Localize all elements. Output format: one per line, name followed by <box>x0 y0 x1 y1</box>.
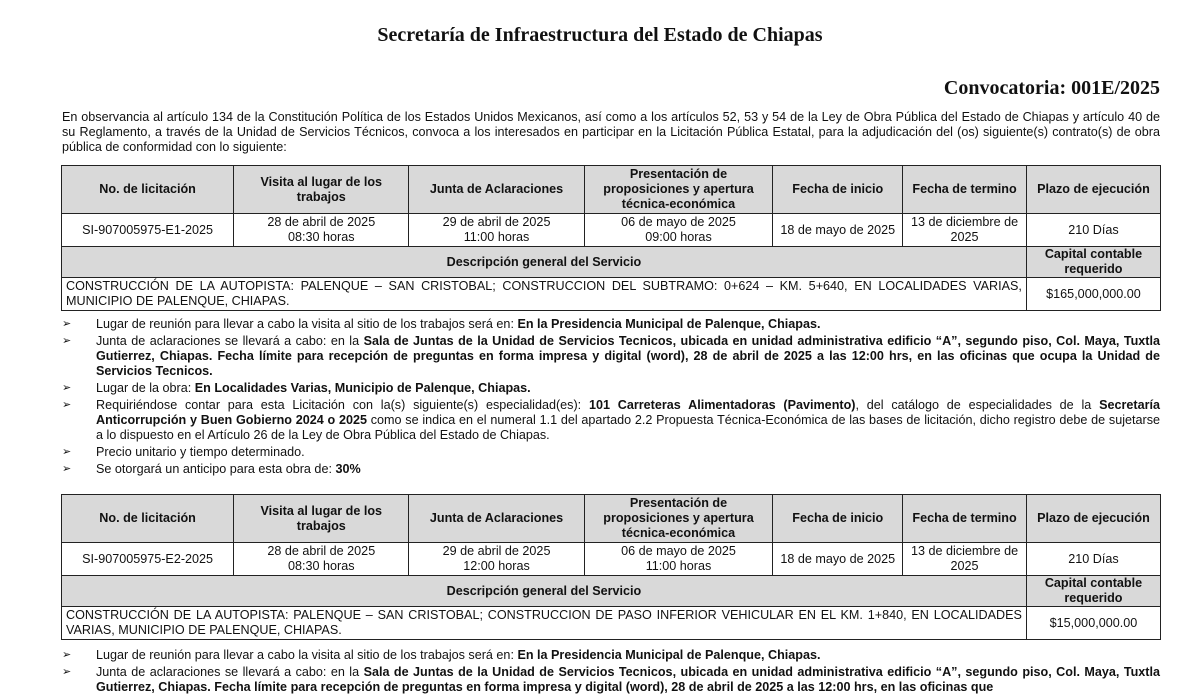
fecha-termino: 13 de diciembre de 2025 <box>903 214 1027 247</box>
junta-fecha: 29 de abril de 2025 <box>442 215 551 229</box>
condition-bold: En la Presidencia Municipal de Palenque, Chiapas. <box>517 317 821 331</box>
presentacion-hora: 11:00 horas <box>645 559 712 573</box>
fecha-inicio: 18 de mayo de 2025 <box>773 214 903 247</box>
header-fecha-inicio: Fecha de inicio <box>773 166 903 214</box>
condition-text: como se indica en el numeral 1.1 del apartado 2.2 Propuesta Técnica-Económica de las bases de licitación, dicho registro debe de sujetarse a lo dispuesto en el Artículo 26 de la Ley de Obra Pública del Estado de Chiapas. <box>96 413 1160 442</box>
list-item <box>62 648 1160 663</box>
header-fecha-inicio: Fecha de inicio <box>773 495 903 543</box>
fecha-termino: 13 de diciembre de 2025 <box>903 543 1027 576</box>
table-row <box>62 543 1161 576</box>
condition-text: , del catálogo de especialidades de la <box>855 398 1100 412</box>
presentacion-cell <box>584 543 773 576</box>
condition-bold: 101 Carreteras Alimentadoras (Pavimento) <box>588 398 856 412</box>
visita-fecha: 28 de abril de 2025 <box>267 215 376 229</box>
header-visita: Visita al lugar de los trabajos <box>234 495 409 543</box>
header-fecha-termino: Fecha de termino <box>903 166 1027 214</box>
header-plazo: Plazo de ejecución <box>1026 495 1160 543</box>
arrow-bullet-icon: ➢ <box>62 399 72 411</box>
list-item <box>62 398 1160 443</box>
fecha-inicio: 18 de mayo de 2025 <box>773 543 903 576</box>
list-item <box>62 445 1160 460</box>
list-item <box>62 462 1160 477</box>
arrow-bullet-icon: ➢ <box>62 463 72 475</box>
header-descripcion: Descripción general del Servicio <box>62 247 1027 278</box>
capital-value: $15,000,000.00 <box>1026 607 1160 640</box>
arrow-bullet-icon: ➢ <box>62 318 72 330</box>
condition-text: Junta de aclaraciones se llevará a cabo: en la <box>96 665 364 679</box>
presentacion-fecha: 06 de mayo de 2025 <box>621 215 736 229</box>
arrow-bullet-icon: ➢ <box>62 335 72 347</box>
description-row <box>62 278 1161 311</box>
condition-text: Junta de aclaraciones se llevará a cabo: en la <box>96 334 364 348</box>
condition-bold: Secretaría Anticorrupción y Buen Gobierno 2024 o 2025 <box>96 398 1161 427</box>
table-row <box>62 214 1161 247</box>
service-description: CONSTRUCCIÓN DE LA AUTOPISTA: PALENQUE – SAN CRISTOBAL; CONSTRUCCION DEL SUBTRAMO: 0+624 – KM. 5+640, EN LOCALIDADES VARIAS, MUNICIPIO DE PALENQUE, CHIAPAS. <box>62 278 1027 311</box>
intro-paragraph: En observancia al artículo 134 de la Constitución Política de los Estados Unidos Mexicanos, así como a los artículos 52, 53 y 54 de la Ley de Obra Pública del Estado de Chiapas y artículo 40 de su Reglamento, a través de la Unidad de Servicios Técnicos, convoca a los interesados en participar en la Licitación Pública Estatal, para la adjudicación del (os) siguiente(s) contrato(s) de obra pública de conformidad con lo siguiente: <box>62 110 1160 154</box>
header-presentacion: Presentación de proposiciones y apertura técnica-económica <box>584 166 773 214</box>
list-item <box>62 317 1160 332</box>
header-capital: Capital contable requerido <box>1026 247 1160 278</box>
arrow-bullet-icon: ➢ <box>62 446 72 458</box>
condition-bold: Sala de Juntas de la Unidad de Servicios Tecnicos, ubicada en unidad administrativa edificio “A”, segundo piso, Col. Maya, Tuxtla Gutierrez, Chiapas. Fecha límite para recepción de preguntas en forma impresa y digital (word), 28 de abril de 2025 a las 12:00 hrs, en las oficinas que <box>96 665 1160 694</box>
list-item <box>62 665 1160 695</box>
capital-value: $165,000,000.00 <box>1026 278 1160 311</box>
licitacion-number: SI-907005975-E2-2025 <box>62 543 234 576</box>
plazo: 210 Días <box>1026 214 1160 247</box>
description-row <box>62 607 1161 640</box>
list-item <box>62 334 1160 379</box>
header-no-licitacion: No. de licitación <box>62 495 234 543</box>
header-fecha-termino: Fecha de termino <box>903 495 1027 543</box>
licitacion-number: SI-907005975-E1-2025 <box>62 214 234 247</box>
condition-bold: Sala de Juntas de la Unidad de Servicios Tecnicos, ubicada en unidad administrativa edificio “A”, segundo piso, Col. Maya, Tuxtla Gutierrez, Chiapas. Fecha límite para recepción de preguntas en forma impresa y digital (word), 28 de abril de 2025 a las 12:00 hrs, en las oficinas que ocupa la Unidad de Servicios Tecnicos. <box>96 334 1160 378</box>
header-capital: Capital contable requerido <box>1026 576 1160 607</box>
condition-bold: 30% <box>335 462 361 476</box>
arrow-bullet-icon: ➢ <box>62 666 72 678</box>
condition-text: Lugar de la obra: <box>96 381 195 395</box>
visita-hora: 08:30 horas <box>288 230 355 244</box>
junta-hora: 12:00 horas <box>463 559 530 573</box>
condition-text: Lugar de reunión para llevar a cabo la visita al sitio de los trabajos será en: <box>96 317 518 331</box>
description-header-row <box>62 247 1161 278</box>
header-junta: Junta de Aclaraciones <box>409 495 584 543</box>
condition-text: Precio unitario y tiempo determinado. <box>96 445 305 459</box>
junta-cell <box>409 543 584 576</box>
table-header-row <box>62 166 1161 214</box>
licitacion-table-2 <box>61 494 1161 640</box>
list-item <box>62 381 1160 396</box>
condition-text: Lugar de reunión para llevar a cabo la visita al sitio de los trabajos será en: <box>96 648 518 662</box>
presentacion-cell <box>584 214 773 247</box>
header-presentacion: Presentación de proposiciones y apertura técnica-económica <box>584 495 773 543</box>
junta-cell <box>409 214 584 247</box>
presentacion-fecha: 06 de mayo de 2025 <box>621 544 736 558</box>
visita-fecha: 28 de abril de 2025 <box>267 544 376 558</box>
header-descripcion: Descripción general del Servicio <box>62 576 1027 607</box>
conditions-list-2 <box>62 648 1160 697</box>
document-title: Secretaría de Infraestructura del Estado de Chiapas <box>377 24 823 46</box>
header-junta: Junta de Aclaraciones <box>409 166 584 214</box>
arrow-bullet-icon: ➢ <box>62 382 72 394</box>
header-plazo: Plazo de ejecución <box>1026 166 1160 214</box>
condition-bold: En la Presidencia Municipal de Palenque, Chiapas. <box>517 648 821 662</box>
visita-cell <box>234 543 409 576</box>
header-visita: Visita al lugar de los trabajos <box>234 166 409 214</box>
visita-cell <box>234 214 409 247</box>
service-description: CONSTRUCCIÓN DE LA AUTOPISTA: PALENQUE – SAN CRISTOBAL; CONSTRUCCION DE PASO INFERIOR VEHICULAR EN EL KM. 1+840, EN LOCALIDADES VARIAS, MUNICIPIO DE PALENQUE, CHIAPAS. <box>62 607 1027 640</box>
condition-text: Requiriéndose contar para esta Licitación con la(s) siguiente(s) especialidad(es): <box>96 398 589 412</box>
conditions-list-1 <box>62 317 1160 479</box>
presentacion-hora: 09:00 horas <box>645 230 712 244</box>
licitacion-table-1 <box>61 165 1161 311</box>
header-no-licitacion: No. de licitación <box>62 166 234 214</box>
convocatoria-number: Convocatoria: 001E/2025 <box>943 77 1160 99</box>
table-header-row <box>62 495 1161 543</box>
description-header-row <box>62 576 1161 607</box>
condition-text: Se otorgará un anticipo para esta obra de: <box>96 462 336 476</box>
plazo: 210 Días <box>1026 543 1160 576</box>
visita-hora: 08:30 horas <box>288 559 355 573</box>
condition-bold: En Localidades Varias, Municipio de Palenque, Chiapas. <box>194 381 531 395</box>
junta-fecha: 29 de abril de 2025 <box>442 544 551 558</box>
junta-hora: 11:00 horas <box>463 230 530 244</box>
arrow-bullet-icon: ➢ <box>62 649 72 661</box>
